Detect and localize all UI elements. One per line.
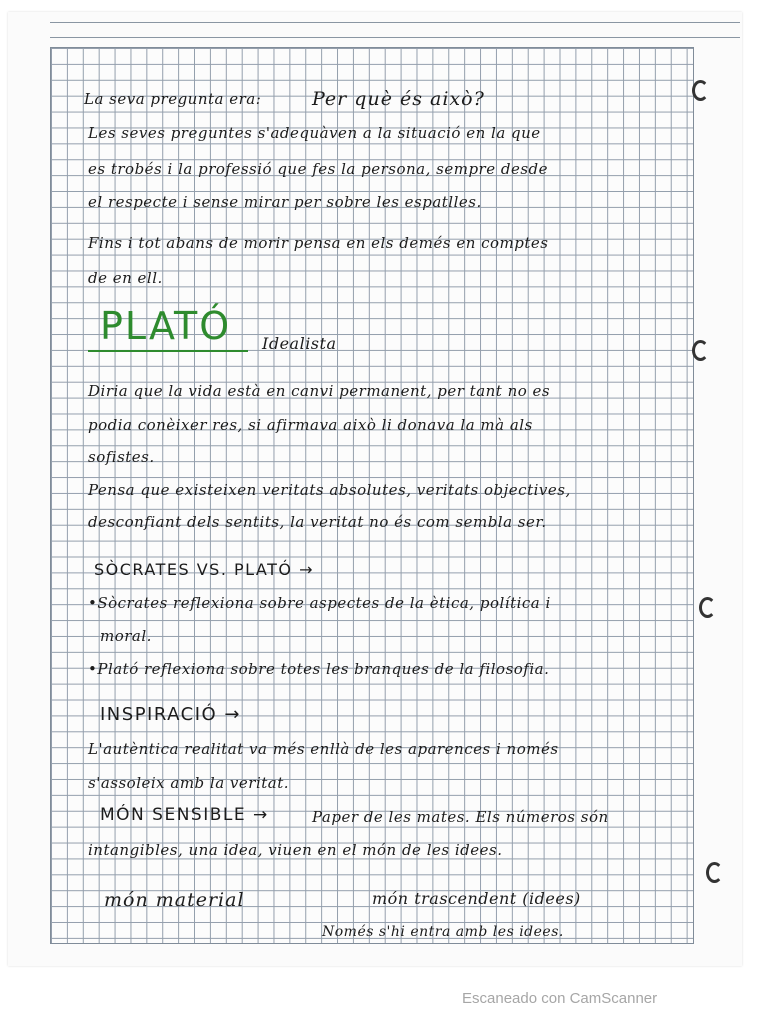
note-line-17: Paper de les mates. Els números són bbox=[312, 808, 609, 826]
note-line-16: s'assoleix amb la veritat. bbox=[88, 774, 290, 792]
note-line-15: L'autèntica realitat va més enllà de les aparences i només bbox=[88, 740, 559, 758]
note-line-6: de en ell. bbox=[88, 269, 163, 287]
note-line-19: Només s'hi entra amb les idees. bbox=[322, 924, 564, 940]
note-mon-trascendent: món trascendent (idees) bbox=[372, 889, 581, 908]
note-line-1a: La seva pregunta era: bbox=[84, 90, 262, 108]
binder-hole-1 bbox=[692, 80, 709, 101]
heading-plato-subtitle: Idealista bbox=[262, 334, 337, 353]
note-line-9: sofistes. bbox=[88, 448, 155, 466]
binder-hole-3 bbox=[699, 597, 716, 618]
note-line-4: el respecte i sense mirar per sobre les espatlles. bbox=[88, 193, 482, 211]
note-line-10: Pensa que existeixen veritats absolutes, veritats objectives, bbox=[88, 481, 571, 499]
heading-mon-sensible: MÓN SENSIBLE → bbox=[100, 805, 269, 825]
note-line-18: intangibles, una idea, viuen en el món de les idees. bbox=[88, 841, 503, 859]
note-line-12: •Sòcrates reflexiona sobre aspectes de la ètica, política i bbox=[88, 594, 551, 612]
note-line-11: desconfiant dels sentits, la veritat no és com sembla ser. bbox=[88, 513, 547, 531]
note-line-8: podia conèixer res, si afirmava això li donava la mà als bbox=[88, 416, 533, 434]
top-margin-rule bbox=[50, 22, 740, 38]
note-line-7: Diria que la vida està en canvi permanent, per tant no es bbox=[88, 382, 551, 400]
note-line-1b: Per què és això? bbox=[312, 88, 485, 110]
binder-hole-4 bbox=[706, 862, 723, 883]
note-line-14: •Plató reflexiona sobre totes les branques de la filosofia. bbox=[88, 660, 550, 678]
heading-socrates-vs-plato: SÒCRATES VS. PLATÓ → bbox=[94, 560, 314, 579]
heading-inspiracio: INSPIRACIÓ → bbox=[100, 704, 241, 725]
note-line-5: Fins i tot abans de morir pensa en els demés en comptes bbox=[88, 234, 549, 252]
note-line-13: moral. bbox=[100, 627, 152, 645]
heading-plato: PLATÓ bbox=[100, 304, 232, 348]
note-line-3: es trobés i la professió que fes la persona, sempre desde bbox=[88, 160, 549, 178]
note-line-2: Les seves preguntes s'adequàven a la situació en la que bbox=[88, 124, 541, 142]
note-mon-material: món material bbox=[104, 889, 245, 911]
scanner-watermark: Escaneado con CamScanner bbox=[462, 990, 658, 1007]
binder-hole-2 bbox=[692, 340, 709, 361]
heading-plato-underline bbox=[88, 350, 248, 352]
